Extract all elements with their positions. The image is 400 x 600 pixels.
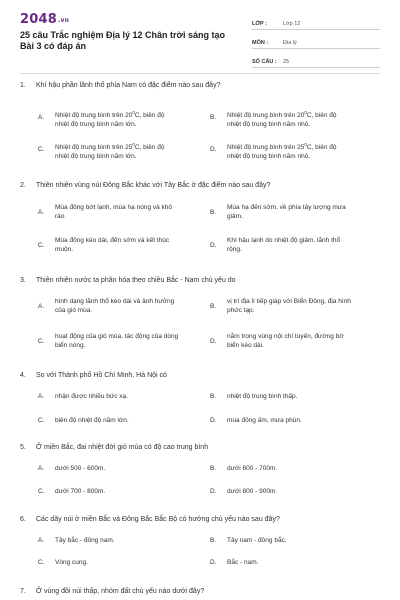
option-text-part: C, biên độ [134,144,165,151]
question-text [20,587,380,596]
option-text-line2: rộng. [227,246,242,253]
option-letter: B. [210,114,217,121]
option-text-line2: muộn. [55,246,74,253]
option-text-part: C, biên độ [306,112,337,119]
option-text [227,108,337,129]
option-letter: D. [210,559,217,566]
option-letter: A. [38,393,45,400]
option-letter: A. [38,303,45,310]
option-letter: A. [38,537,45,544]
option-text: Tây bắc - đông nam. [55,537,115,544]
option-text-line2: ráo. [55,213,67,220]
meta-label: MÔN : [252,40,269,46]
option-text-part: C, biên độ [306,144,337,151]
option-letter: B. [210,465,217,472]
question-number: 6. [20,516,26,523]
option-text-line2: phức tạp. [227,307,255,314]
option-text-line1: Khí hậu lạnh do nhiệt độ giảm, lãnh thổ [227,237,341,244]
question-stem: Các dãy núi ở miền Bắc và Đông Bắc Bắc Bộ có hướng chủ yếu nào sau đây? [36,516,280,523]
option-text-line2: giảm. [227,213,243,220]
option-text: mùa đông ấm, mưa phùn. [227,417,302,424]
question-number: 5. [20,444,26,451]
option-letter: C. [38,242,45,249]
question-number: 2. [20,182,26,189]
question-text [20,371,380,380]
option-letter: C. [38,338,45,345]
option-letter: C. [38,488,45,495]
option-text [227,140,337,161]
option-sup: 0 [304,110,307,115]
option-text-line2: nhiệt độ trung bình năm nhỏ. [227,121,311,128]
option-letter: C. [38,559,45,566]
option-text [55,203,172,221]
option-text-part: C, biên độ [134,112,165,119]
option-text [55,332,178,350]
option-letter: D. [210,417,217,424]
option-text-line1: vị trí địa lí tiếp giáp với Biển Đông, địa hình [227,298,351,305]
option-text: nhiệt độ trung bình thấp. [227,393,298,400]
option-letter: B. [210,393,217,400]
option-text [227,332,344,350]
question-stem: Thiên nhiên vùng núi Đông Bắc khác với Tây Bắc ở đặc điểm nào sau đây? [36,182,271,189]
question-stem: Thiên nhiên nước ta phân hóa theo chiều Bắc - Nam chủ yếu do [36,277,236,284]
question-stem: So với Thành phố Hồ Chí Minh, Hà Nội có [36,372,167,379]
meta-row-subject [252,32,380,49]
option-text-part: Nhiệt độ trung bình trên 20 [55,112,133,119]
option-text: dưới 800 - 900m. [227,488,278,495]
option-text [55,297,174,315]
option-letter: D. [210,146,217,153]
option-text-line1: hình dạng lãnh thổ kéo dài và ảnh hưởng [55,298,175,305]
question-number: 4. [20,372,26,379]
option-sup: 0 [132,142,135,147]
question-stem: Khí hậu phần lãnh thổ phía Nam có đặc điểm nào sau đây? [36,82,221,89]
option-text-line1: Mùa đông bớt lạnh, mùa hạ nóng và khô [55,204,173,211]
option-text: nhận được nhiều bức xạ. [55,393,128,400]
option-letter: B. [210,303,217,310]
option-text [227,236,340,254]
option-text: Tây nam - đông bắc. [227,537,287,544]
option-text-line2: nhiệt độ trung bình năm nhỏ. [227,153,311,160]
option-text-line2: biển nóng. [55,342,86,349]
option-text [55,108,165,129]
meta-row-count [252,51,380,68]
meta-value: Địa lý [283,40,297,46]
option-text: dưới 500 - 600m. [55,465,106,472]
option-text [227,297,351,315]
option-text [227,203,346,221]
question-number: 1. [20,82,26,89]
page-header [0,0,400,76]
question-stem: Ở vùng đồi núi thấp, nhóm đất chủ yếu nào dưới đây? [36,588,205,595]
logo-main: 2048 [20,12,57,27]
meta-row-class [252,13,380,30]
option-letter: A. [38,209,45,216]
meta-label: LỚP : [252,21,267,27]
question-text [20,181,380,190]
option-text-line2: của gió mùa. [55,307,93,314]
option-text-line2: nhiệt độ trung bình năm lớn. [55,121,137,128]
option-letter: B. [210,209,217,216]
option-text-part: Nhiệt độ trung bình trên 20 [227,112,305,119]
logo-tld: .vn [57,17,70,24]
option-text: Bắc - nam. [227,559,259,566]
page-title: 25 câu Trắc nghiệm Địa lý 12 Chân trời sáng tạo Bài 3 có đáp án [20,30,225,51]
question-number: 3. [20,277,26,284]
option-text: dưới 600 - 700m. [227,465,278,472]
question-number: 7. [20,588,26,595]
option-letter: B. [210,537,217,544]
option-text-line1: nằm trong vùng nội chí tuyến, đường bờ [227,333,344,340]
question-stem: Ở miền Bắc, đai nhiệt đới gió mùa có độ cao trung bình [36,444,209,451]
option-text-part: Nhiệt độ trung bình trên 25 [55,144,133,151]
option-text-line1: Mùa đông kéo dài, đến sớm và kết thúc [55,237,170,244]
option-letter: C. [38,417,45,424]
question-text [20,515,380,524]
option-text [55,140,165,161]
option-text: Vòng cung. [55,559,88,566]
option-letter: C. [38,146,45,153]
option-text: biên độ nhiệt độ năm lớn. [55,417,129,424]
question-text [20,276,380,285]
question-text [20,81,380,90]
header-divider [20,73,380,74]
option-text-line1: Mùa hạ đến sớm, về phía tây lượng mưa [227,204,346,211]
option-text: dưới 700 - 800m. [55,488,106,495]
meta-label: SỐ CÂU : [252,59,277,65]
option-letter: A. [38,114,45,121]
option-text-part: Nhiệt độ trung bình trên 25 [227,144,305,151]
question-text [20,443,380,452]
option-text-line2: biển kéo dài. [227,342,264,349]
option-text-line1: hoạt động của gió mùa, tác động của dòng [55,333,179,340]
site-logo[interactable] [20,12,69,27]
option-letter: D. [210,488,217,495]
option-letter: A. [38,465,45,472]
option-sup: 0 [132,110,135,115]
meta-value: Lớp 12 [283,21,301,27]
meta-value: 25 [283,59,290,65]
option-text [55,236,169,254]
option-text-line2: nhiệt độ trung bình năm lớn. [55,153,137,160]
option-letter: D. [210,242,217,249]
meta-info [252,13,380,70]
option-letter: D. [210,338,217,345]
option-sup: 0 [304,142,307,147]
